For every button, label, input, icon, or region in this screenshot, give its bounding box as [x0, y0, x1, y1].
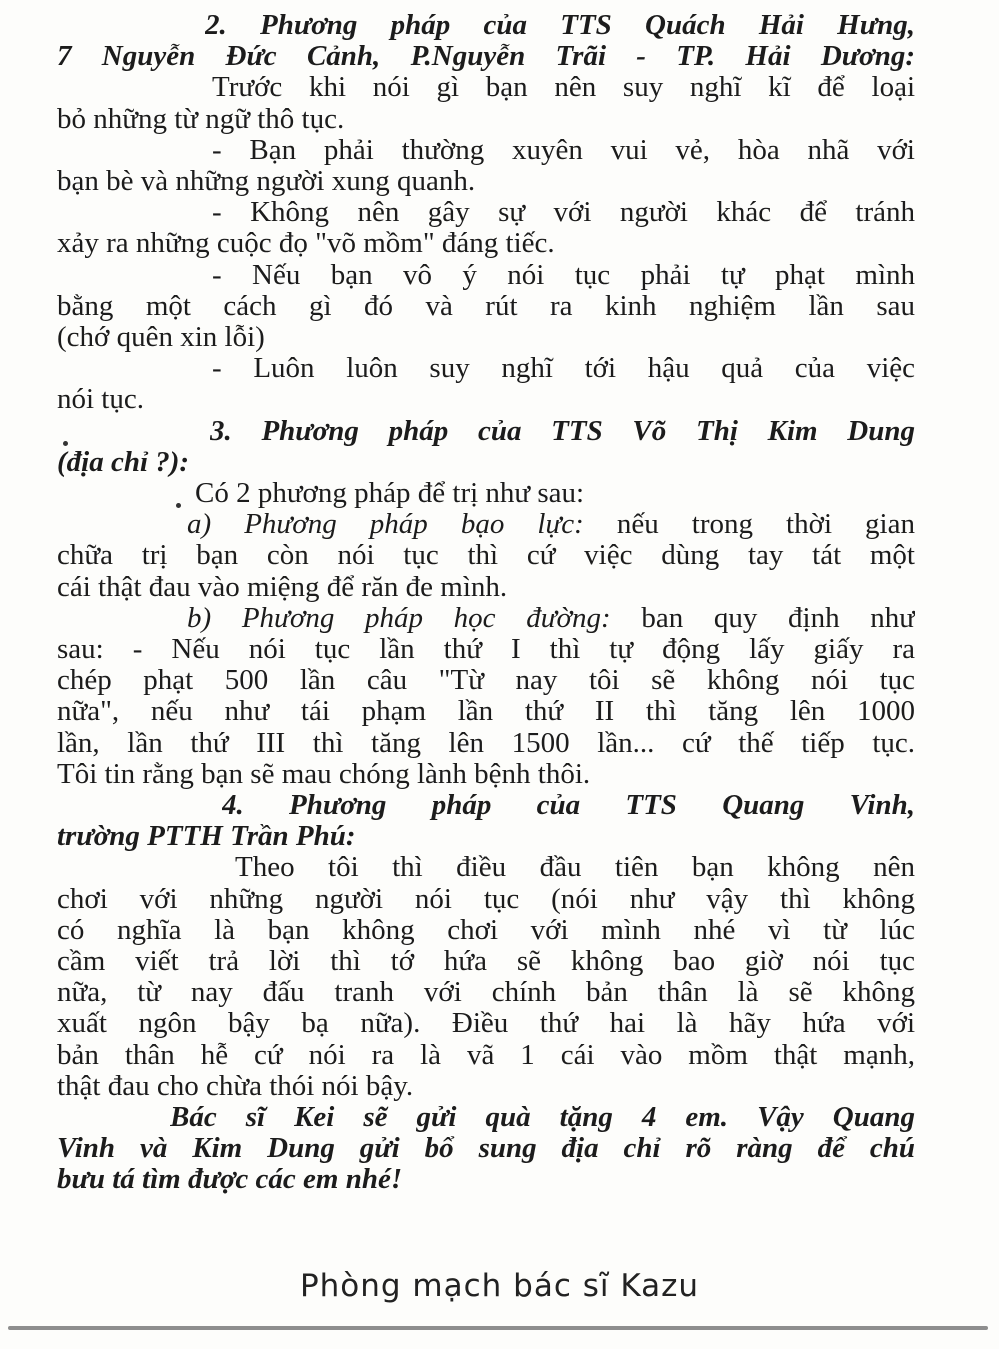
text-line: cái thật đau vào miệng để răn đe mình.	[57, 571, 508, 603]
page-footer: Phòng mạch bác sĩ Kazu	[299, 1268, 700, 1304]
text-line: Có 2 phương pháp để trị như sau:	[195, 478, 585, 509]
text-line: bưu tá tìm được các em nhé!	[57, 1164, 403, 1196]
text-line: (chớ quên xin lỗi)	[57, 322, 265, 353]
text-line: a) Phương pháp bạo lực: nếu trong thời gian	[187, 509, 915, 541]
text-line: bản thân hễ cứ nói ra là vã 1 cái vào mồm thật mạnh,	[57, 1039, 915, 1071]
text-line: Tôi tin rằng bạn sẽ mau chóng lành bệnh thôi.	[57, 758, 591, 790]
text-line: chơi với những người nói tục (nói như vậy thì không	[57, 883, 915, 915]
text-line: - Không nên gây sự với người khác để tránh	[212, 197, 915, 229]
text-line: - Nếu bạn vô ý nói tục phải tự phạt mình	[212, 259, 915, 291]
text-line: trường PTTH Trần Phú:	[57, 821, 356, 853]
stray-dot	[63, 441, 68, 446]
text-line: 3. Phương pháp của TTS Võ Thị Kim Dung	[210, 415, 915, 447]
text-line: Vinh và Kim Dung gửi bổ sung địa chỉ rõ ràng để chú	[57, 1133, 915, 1165]
text-line: có nghĩa là bạn không chơi với mình nhé vì từ lúc	[57, 914, 915, 946]
text-line: Trước khi nói gì bạn nên suy nghĩ kĩ để loại	[212, 72, 915, 104]
text-line: (địa chỉ ?):	[57, 446, 190, 478]
bottom-rule	[8, 1326, 988, 1330]
text-line: bạn bè và những người xung quanh.	[57, 166, 476, 197]
text-line: nữa, từ nay đấu tranh với chính bản thân là sẽ không	[57, 977, 915, 1009]
text-line: - Luôn luôn suy nghĩ tới hậu quả của việc	[212, 353, 915, 385]
text-line: thật đau cho chừa thói nói bậy.	[57, 1070, 414, 1102]
text-line: cầm viết trả lời thì tớ hứa sẽ không bao giờ nói tục	[57, 946, 915, 977]
text-line: bỏ những từ ngữ thô tục.	[57, 103, 345, 135]
text-line: b) Phương pháp học đường: ban quy định như	[187, 602, 915, 634]
method-name: a) Phương pháp bạo lực:	[187, 509, 584, 541]
text-line: - Bạn phải thường xuyên vui vẻ, hòa nhã với	[212, 134, 915, 166]
text-line: chép phạt 500 lần câu "Từ nay tôi sẽ không nói tục	[57, 665, 915, 697]
text-line: xảy ra những cuộc đọ "võ mồm" đáng tiếc.	[57, 228, 555, 260]
text-line: lần, lần thứ III thì tăng lên 1500 lần... cứ thế tiếp tục.	[57, 727, 915, 759]
text-line: nói tục.	[57, 384, 144, 416]
text-line: bằng một cách gì đó và rút ra kinh nghiệm lần sau	[57, 290, 915, 322]
text-line: Theo tôi thì điều đầu tiên bạn không nên	[235, 852, 915, 884]
text-line: xuất ngôn bậy bạ nữa). Điều thứ hai là hãy hứa với	[57, 1008, 915, 1040]
text-line: chữa trị bạn còn nói tục thì cứ việc dùng tay tát một	[57, 540, 915, 572]
text-line: sau: - Nếu nói tục lần thứ I thì tự động lấy giấy ra	[57, 634, 915, 665]
text-line: 7 Nguyễn Đức Cảnh, P.Nguyễn Trãi - TP. Hải Dương:	[57, 41, 915, 73]
text-line: 4. Phương pháp của TTS Quang Vinh,	[222, 790, 915, 821]
bullet-dot	[176, 503, 181, 508]
text-line: Bác sĩ Kei sẽ gửi quà tặng 4 em. Vậy Quang	[170, 1102, 915, 1133]
method-name: b) Phương pháp học đường:	[187, 602, 611, 634]
text-line: 2. Phương pháp của TTS Quách Hải Hưng,	[205, 10, 915, 41]
text-line: nữa", nếu như tái phạm lần thứ II thì tăng lên 1000	[57, 696, 915, 728]
